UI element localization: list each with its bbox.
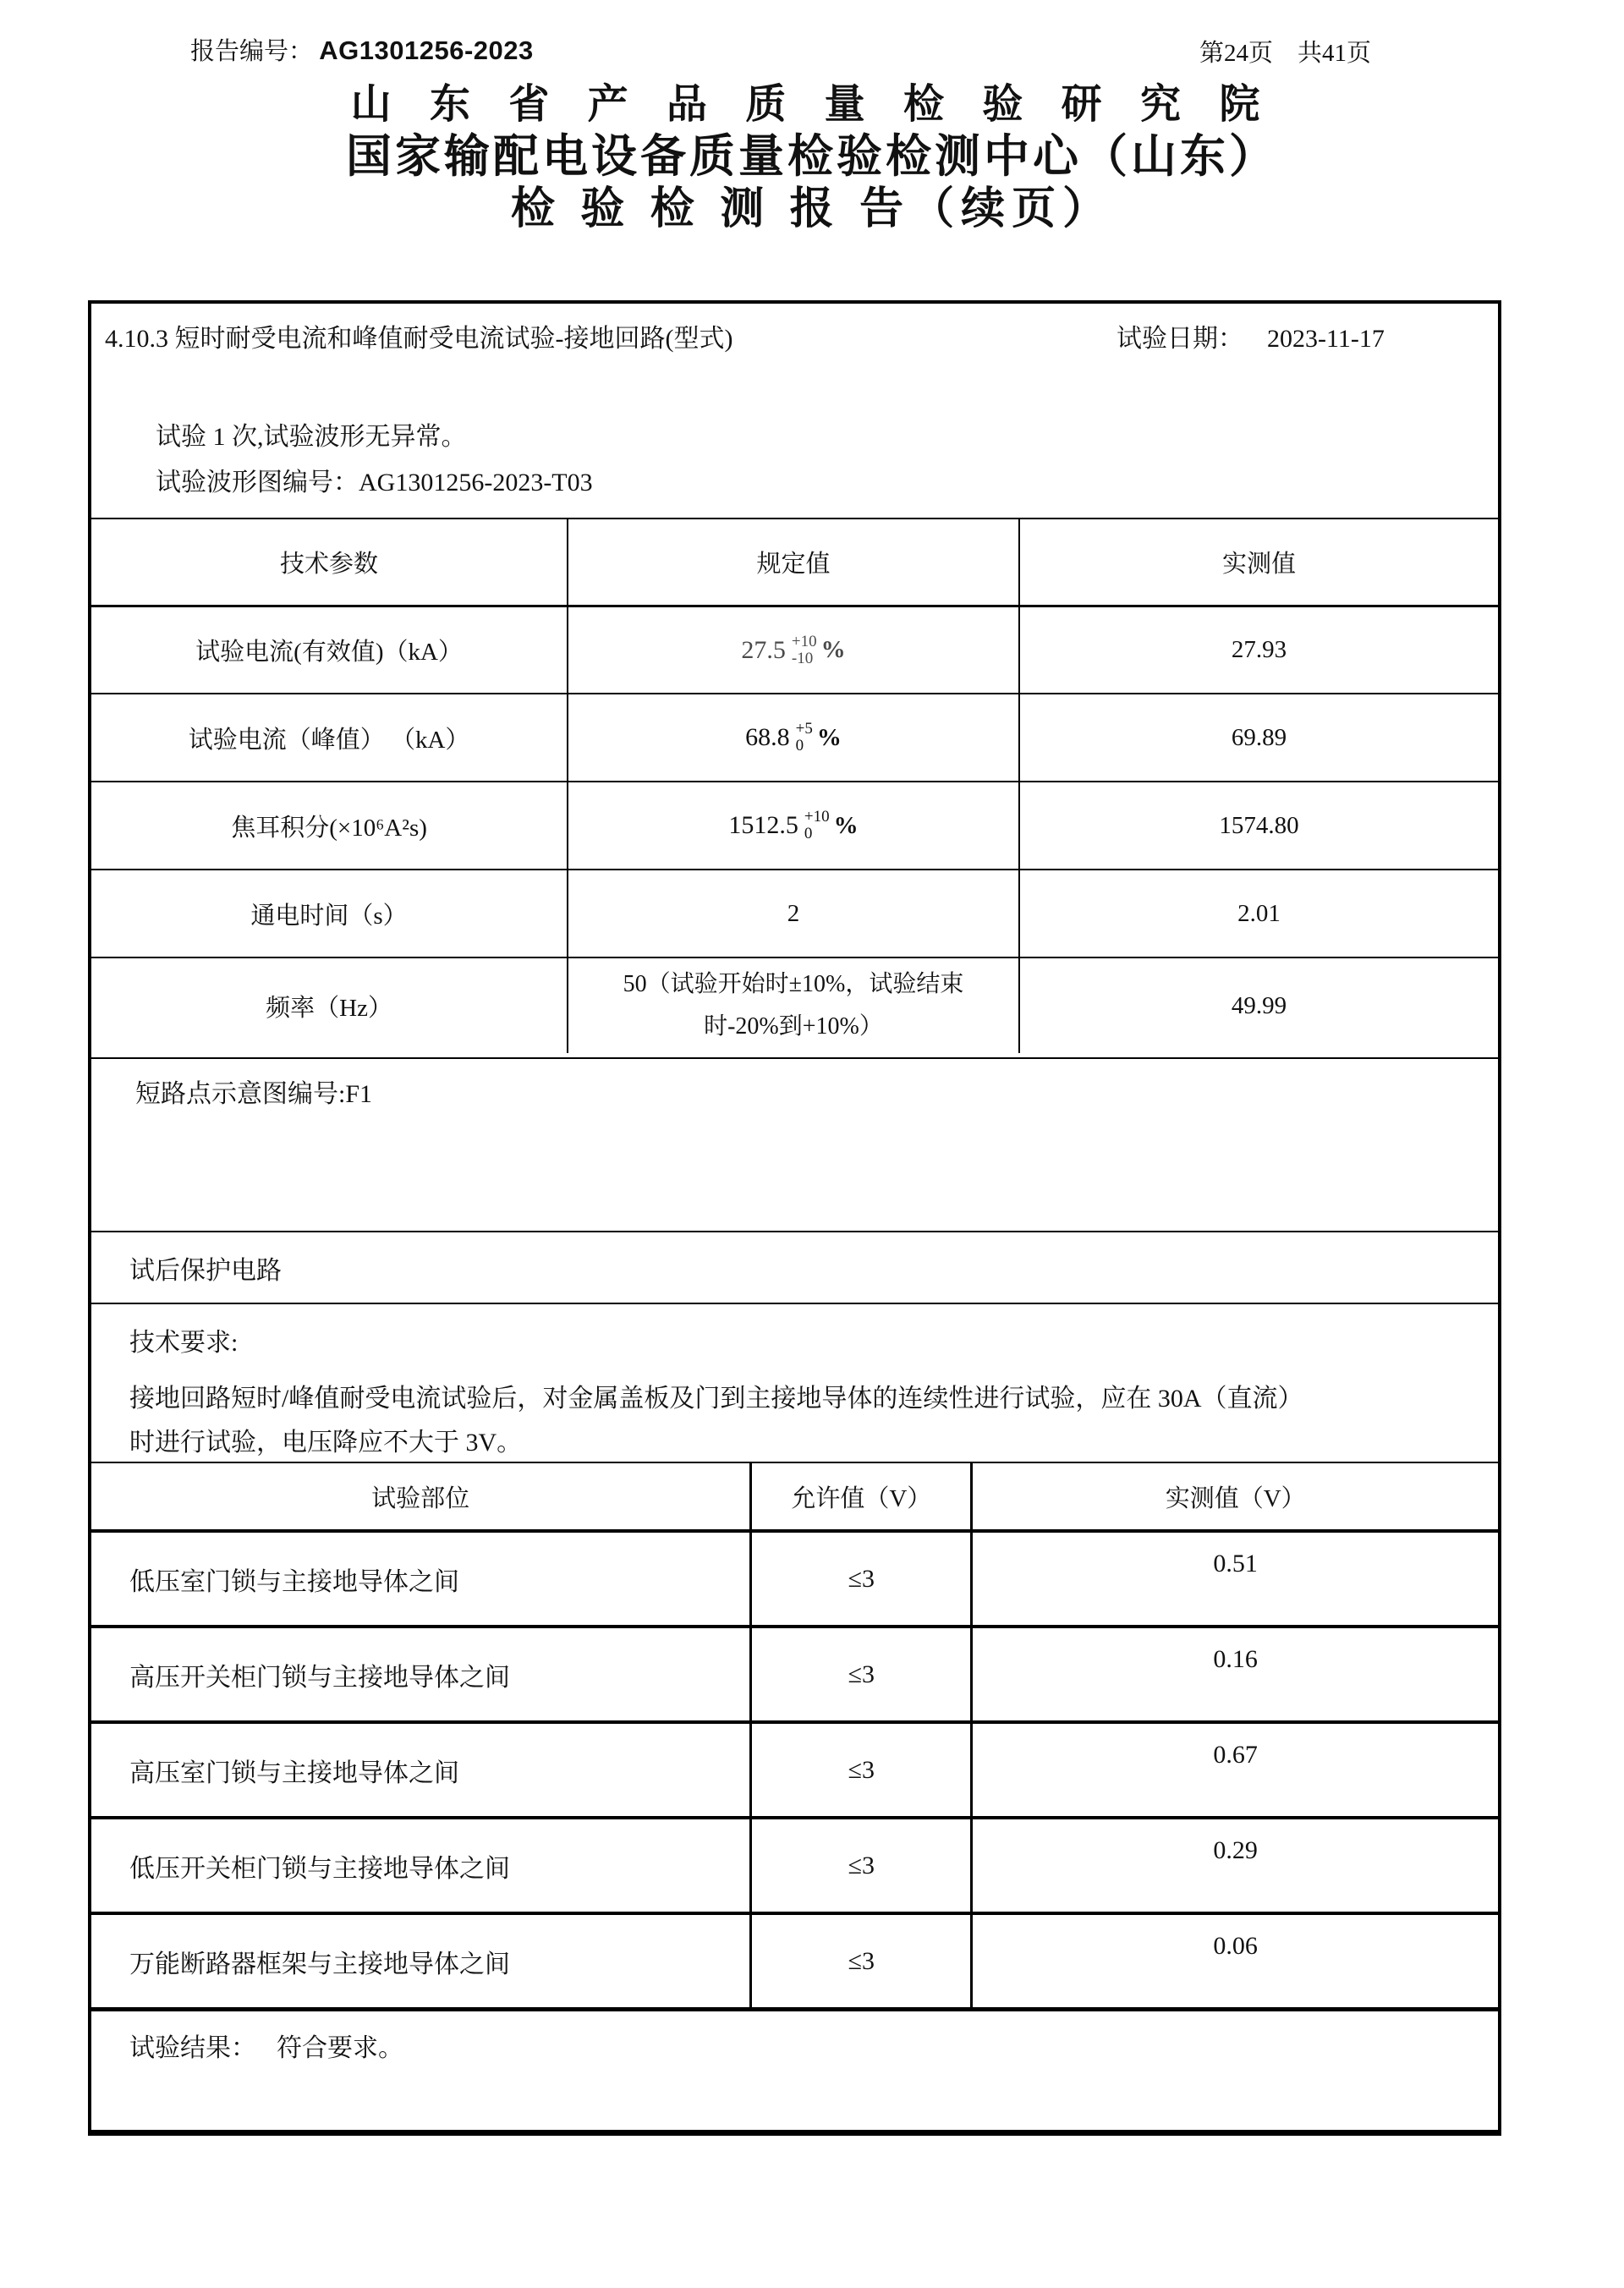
tolerance-upper: +10 [804,808,830,826]
spec-cell [567,781,1018,869]
spec-cell [567,957,1018,1053]
test-result-label: 试验结果： [129,2034,256,2062]
part-cell: 万能断路器框架与主接地导体之间 [91,1912,749,2007]
test-date-value: 2023-11-17 [1267,325,1385,353]
allowed-cell: ≤3 [749,1720,970,1816]
continuity-table [91,1462,1498,2011]
measured-cell: 0.51 [970,1529,1498,1625]
continuity-table-header-part: 试验部位 [371,1484,470,1512]
spec-base: 68.8 [745,723,790,751]
parameters-table-header-spec: 规定值 [567,519,1018,605]
allowed-cell: ≤3 [749,1912,970,2007]
waveform-number-label: 试验波形图编号： [156,469,359,497]
technical-requirements-label: 技术要求: [129,1329,239,1357]
report-body-frame [88,300,1501,2136]
test-result-value: 符合要求。 [277,2034,403,2062]
spec-tolerance [792,634,817,667]
part-cell: 低压开关柜门锁与主接地导体之间 [91,1816,749,1912]
waveform-number-line [156,461,593,498]
tolerance-upper: +5 [795,720,813,738]
param-cell: 通电时间（s） [91,869,567,957]
spec-line: 时-20%到+10%） [704,1013,883,1040]
measured-cell: 0.29 [970,1816,1498,1912]
part-cell: 高压室门锁与主接地导体之间 [91,1720,749,1816]
spec-multiline [623,963,964,1049]
allowed-cell: ≤3 [749,1529,970,1625]
tolerance-lower: -10 [791,649,814,667]
measured-cell: 0.06 [970,1912,1498,2007]
spec-suffix: % [820,636,846,663]
report-number-label: 报告编号： [190,38,314,65]
test-date-line [1116,317,1385,354]
section-intro [91,304,1498,518]
post-test-protection-label: 试后保护电路 [91,1231,1498,1303]
spec-cell [567,693,1018,781]
param-cell: 试验电流(有效值)（kA） [91,605,567,693]
report-number-value: AG1301256-2023 [319,36,534,65]
measured-cell: 0.16 [970,1625,1498,1720]
measured-cell: 49.99 [1018,957,1498,1053]
parameters-table [91,518,1498,1057]
part-cell: 高压开关柜门锁与主接地导体之间 [91,1625,749,1720]
allowed-cell: ≤3 [749,1816,970,1912]
measured-cell: 0.67 [970,1720,1498,1816]
tech-req-line: 时进行试验，电压降应不大于 3V。 [129,1429,523,1457]
spec-line: 50（试验开始时±10%，试验结束 [623,970,964,997]
spec-suffix: % [833,811,859,839]
spec-suffix: % [816,723,842,751]
spec-base: 1512.5 [728,811,798,839]
waveform-number-value: AG1301256-2023-T03 [359,469,593,497]
continuity-table-header-allowed: 允许值（V） [749,1463,970,1529]
technical-requirements-text [129,1377,1464,1465]
report-title-line: 检 验 检 测 报 告（续页） [510,184,1114,233]
tolerance-lower: 0 [795,737,804,754]
tech-req-line: 接地回路短时/峰值耐受电流试验后，对金属盖板及门到主接地导体的连续性进行试验，应在 30A（直流） [129,1385,1303,1413]
measured-cell: 69.89 [1018,693,1498,781]
param-cell: 频率（Hz） [91,957,567,1053]
spec-cell [567,605,1018,693]
measured-cell: 2.01 [1018,869,1498,957]
org-title-line1: 山 东 省 产 品 质 量 检 验 研 究 院 [350,82,1274,127]
continuity-table-header-measured: 实测值（V） [970,1463,1498,1529]
spec-tolerance [796,721,813,754]
section-title: 4.10.3 短时耐受电流和峰值耐受电流试验-接地回路(型式) [105,325,733,353]
test-result-line [91,2011,1498,2130]
param-cell: 焦耳积分(×10⁶A²s) [91,781,567,869]
technical-requirements-block [91,1303,1498,1462]
measured-cell: 1574.80 [1018,781,1498,869]
short-circuit-diagram-note: 短路点示意图编号:F1 [91,1057,1498,1231]
parameters-table-header-param: 技术参数 [280,551,379,578]
spec-base: 27.5 [741,635,786,664]
part-cell: 低压室门锁与主接地导体之间 [91,1529,749,1625]
tolerance-upper: +10 [791,632,817,650]
tolerance-lower: 0 [804,825,813,842]
parameters-table-header-measured: 实测值 [1018,519,1498,605]
report-number-line [190,32,534,67]
spec-cell: 2 [567,869,1018,957]
spec-tolerance [804,809,830,842]
org-title-line2: 国家输配电设备质量检验检测中心（山东） [346,131,1278,182]
param-cell: 试验电流（峰值） （kA） [91,693,567,781]
allowed-cell: ≤3 [749,1625,970,1720]
measured-cell: 27.93 [1018,605,1498,693]
test-count-note: 试验 1 次,试验波形无异常。 [156,423,467,451]
page-indicator: 第24页 共41页 [1199,40,1372,67]
test-date-label: 试验日期： [1116,325,1243,353]
